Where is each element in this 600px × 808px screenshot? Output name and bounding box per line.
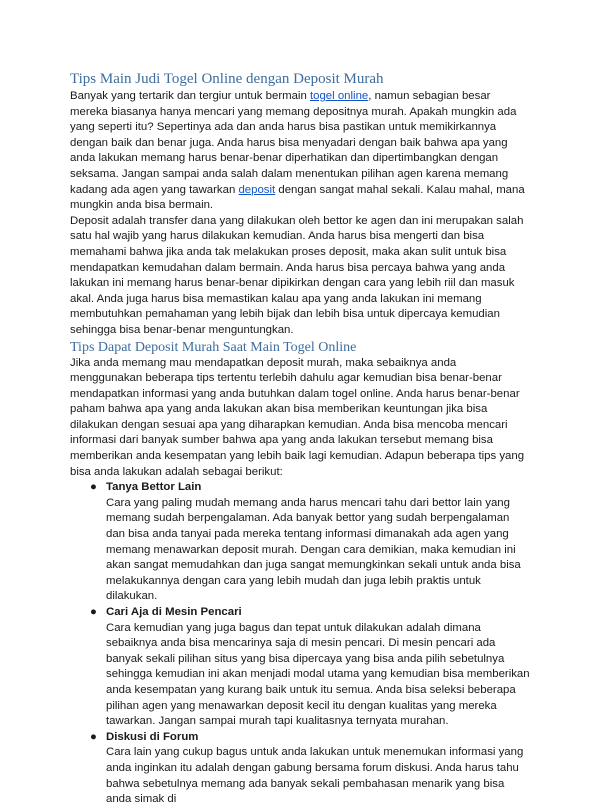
intro-text-1: Banyak yang tertarik dan tergiur untuk bermain: [70, 90, 310, 102]
togel-online-link[interactable]: togel online: [309, 90, 369, 102]
tip-item-search: [70, 605, 530, 730]
article-body: [70, 70, 530, 808]
intro-text-3: dengan sangat mahal sekali. Kalau mahal, mana mungkin anda bisa bermain.: [70, 183, 525, 212]
bullet-icon: ●: [90, 481, 97, 494]
bullet-icon: ●: [90, 606, 97, 618]
tips-intro-paragraph: Jika anda memang mau mendapatkan deposit murah, maka sebaiknya anda menggunakan beberapa tips tertentu terlebih dahulu agar kemudian bisa benar-benar mendapatkan informasi yang anda butuhkan dalam togel online. Anda harus benar-benar paham bahwa apa yang anda lakukan akan bisa memberikan keuntungan jika bisa dilakukan dengan sesuai apa yang diharapkan kemudian. Anda bisa mencoba mencari informasi dari banyak sumber bahwa apa yang anda lakukan tersebut memang bisa memberikan anda kesempatan yang lebih baik lagi kemudian. Adapun beberapa tips yang bisa anda lakukan adalah sebagai berikut:: [70, 356, 525, 478]
intro-paragraph: [70, 89, 530, 214]
tip-body: Cara lain yang cukup bagus untuk anda lakukan untuk menemukan informasi yang anda inginkan itu adalah dengan gabung bersama forum diskusi. Anda harus tahu bahwa sebetulnya memang ada banyak sekali pembahasan menarik yang bisa anda simak di: [106, 746, 524, 806]
section-subtitle: Tips Dapat Deposit Murah Saat Main Togel Online: [70, 339, 357, 355]
deposit-link[interactable]: deposit: [238, 183, 276, 196]
intro-text-2: , namun sebagian besar mereka biasanya hanya mencari yang memang depositnya murah. Apakah mungkin ada yang seperti itu? Sepertinya ada dan anda harus bisa pastikan untuk memikirkannya dengan baik dan benar juga. Anda harus bisa menyadari dengan baik bahwa apa yang anda lakukan memang harus benar-benar diperhatikan dan dipertimbangkan dengan seksama. Jangan sampai anda salah dalam menentukan pilihan agen karena memang kadang ada agen yang tawarkan: [70, 90, 517, 196]
tip-heading: Tanya Bettor Lain: [106, 481, 202, 494]
bullet-icon: ●: [90, 730, 97, 743]
tip-heading: Diskusi di Forum: [106, 730, 199, 743]
deposit-paragraph: Deposit adalah transfer dana yang dilakukan oleh bettor ke agen dan ini merupakan salah satu hal wajib yang harus dilakukan kemudian. Anda harus bisa mengerti dan bisa memahami bahwa jika anda tak melakukan proses deposit, maka akan sulit untuk bisa mendapatkan kemudahan dalam bermain. Anda harus bisa percaya bahwa yang anda lakukan ini memang harus benar-benar dipikirkan dengan cara yang lebih riil dan masuk akal. Anda juga harus bisa memastikan kalau apa yang anda lakukan ini memang membutuhkan pemahaman yang lebih bijak dan lebih bisa untuk dipercaya kemudian sehingga bisa benar-benar menguntungkan.: [70, 214, 524, 336]
article-title: Tips Main Judi Togel Online dengan Deposit Murah: [70, 71, 384, 87]
tip-item-bettor: [70, 480, 530, 605]
tip-body: Cara yang paling mudah memang anda harus mencari tahu dari bettor lain yang memang sudah berpengalaman. Ada banyak bettor yang sudah berpengalaman dan bisa anda tanyai pada mereka tentang informasi dimanakah ada agen yang memang menawarkan deposit murah. Dengan cara demikian, maka kemudian ini akan sangat memudahkan dan juga sangat memungkinkan sekali untuk anda bisa melakukannya dengan cara yang lebih mudah dan juga lebih praktis untuk dilakukan.: [106, 496, 521, 603]
tip-body: Cara kemudian yang juga bagus dan tepat untuk dilakukan adalah dimana sebaiknya anda bisa mencarinya saja di mesin pencari. Di mesin pencari ada banyak sekali pilihan situs yang bisa dipercaya yang bisa anda pilih sebetulnya sehingga kemudian ini akan menjadi modal utama yang kemudian bisa memberikan anda kesempatan yang kurang baik untuk itu semua. Anda bisa seleksi beberapa pilihan agen yang menawarkan deposit kecil itu dengan kualitas yang mereka tawarkan. Jangan sampai murah tapi kualitasnya ternyata murahan.: [106, 621, 530, 728]
tip-heading: Cari Aja di Mesin Pencari: [106, 606, 242, 618]
tip-item-forum: [70, 730, 530, 808]
